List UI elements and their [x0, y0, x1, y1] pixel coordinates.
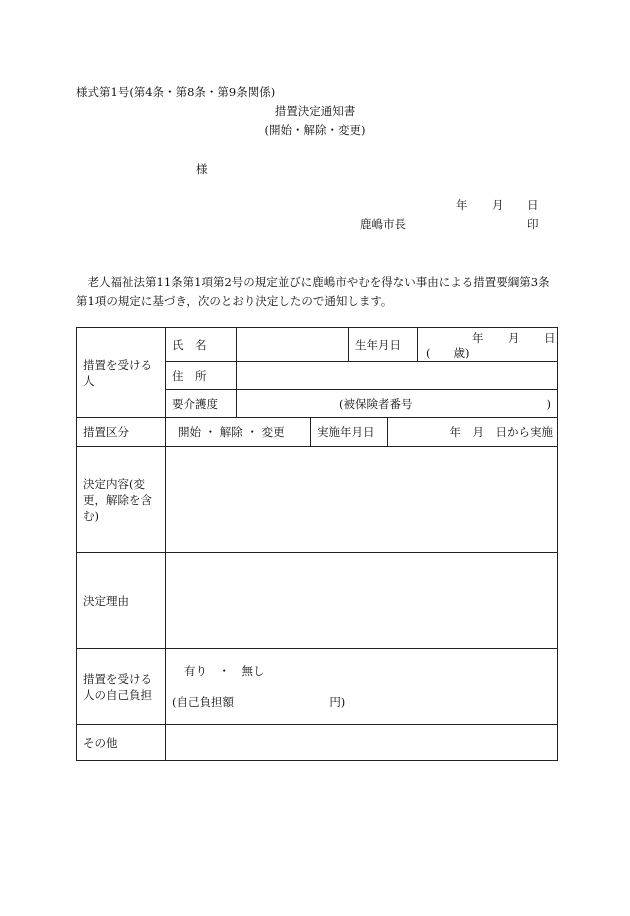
date-day-label: 日 [527, 198, 539, 212]
birth-month-label: 月 [508, 331, 520, 345]
burden-amount-yen: 円) [329, 695, 346, 709]
recipient-label: 措置を受ける人 [77, 328, 166, 418]
decision-content-field[interactable] [166, 447, 558, 553]
address-field[interactable] [237, 362, 558, 390]
category-options[interactable]: 開始 ・ 解除 ・ 変更 [166, 418, 311, 447]
form-number: 様式第1号(第4条・第8条・第9条関係) [76, 85, 276, 99]
decision-content-label: 決定内容(変更，解除を含む) [77, 447, 166, 553]
notice-body-text: 老人福祉法第11条第1項第2号の規定並びに鹿嶋市やむを得ない事由による措置要綱第3条第1項の規定に基づき，次のとおり決定したので通知します。 [76, 275, 550, 308]
implementation-date-label: 実施年月日 [311, 418, 388, 447]
address-label: 住 所 [166, 362, 237, 390]
insured-number-close: ) [546, 396, 551, 411]
date-month-label: 月 [492, 198, 504, 212]
decision-reason-label: 決定理由 [77, 553, 166, 649]
addressee-suffix: 様 [196, 162, 208, 176]
self-burden-field[interactable] [166, 649, 558, 725]
category-label: 措置区分 [77, 418, 166, 447]
burden-amount-label: (自己負担額 [172, 695, 234, 709]
table-row [77, 649, 558, 725]
seal-mark: 印 [527, 217, 539, 231]
burden-options[interactable]: 有り ・ 無し [184, 664, 265, 678]
self-burden-label: 措置を受ける人の自己負担 [77, 649, 166, 725]
name-label: 氏 名 [166, 328, 237, 362]
care-level-label: 要介護度 [166, 390, 237, 418]
birthdate-field[interactable] [418, 328, 558, 362]
other-field[interactable] [166, 725, 558, 761]
decision-table [76, 327, 558, 761]
document-title: 措置決定通知書 [274, 104, 356, 118]
decision-reason-field[interactable] [166, 553, 558, 649]
birthdate-label: 生年月日 [349, 328, 418, 362]
table-row [77, 447, 558, 553]
other-label: その他 [77, 725, 166, 761]
age-field: ( 歳) [426, 346, 470, 360]
document-subtitle: (開始・解除・変更) [264, 123, 366, 137]
table-row [77, 553, 558, 649]
birth-year-label: 年 [472, 331, 484, 345]
insured-number-field[interactable] [237, 390, 558, 418]
issuer-name: 鹿嶋市長 [360, 217, 406, 231]
birth-day-label: 日 [544, 331, 556, 345]
implementation-date-field[interactable]: 年 月 日から実施 [388, 418, 558, 447]
table-row [77, 328, 558, 362]
date-year-label: 年 [456, 198, 468, 212]
name-field[interactable] [237, 328, 349, 362]
insured-number-label: (被保険者番号 [339, 396, 413, 411]
table-row [77, 418, 558, 447]
table-row [77, 725, 558, 761]
